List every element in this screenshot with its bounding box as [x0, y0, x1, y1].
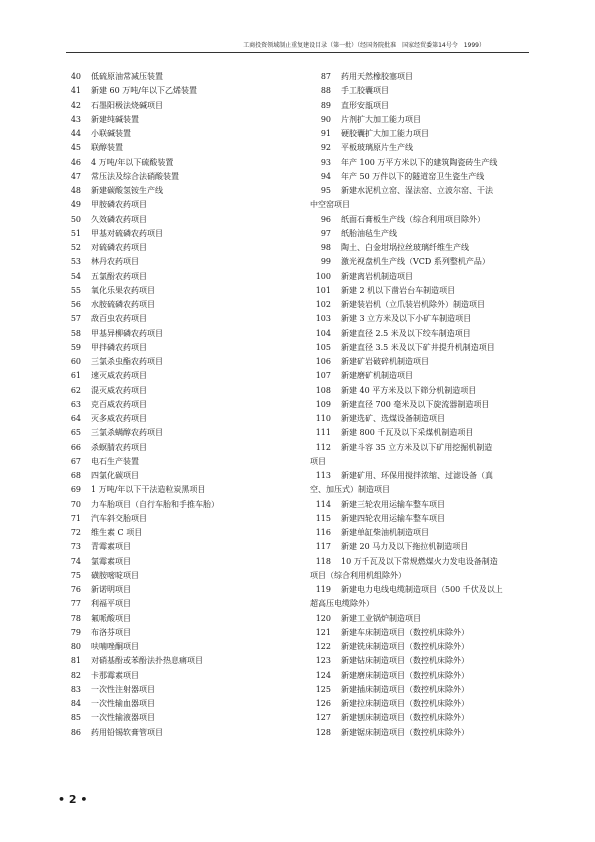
list-item-continuation: 空、加压式）制造项目	[310, 485, 390, 495]
list-item	[62, 355, 290, 369]
item-number: 118	[315, 556, 331, 566]
item-text: 四氯化碳项目	[91, 471, 139, 480]
item-number: 55	[70, 285, 81, 295]
item-number: 59	[70, 342, 81, 352]
item-number: 114	[315, 499, 331, 509]
item-number: 106	[315, 357, 331, 366]
item-text: 五氯酚农药项目	[91, 271, 147, 281]
item-text: 三氯杀螨醇农药项目	[91, 428, 163, 438]
item-number: 69	[70, 485, 81, 495]
item-number: 80	[70, 642, 81, 651]
list-item	[310, 213, 550, 227]
item-text: 力车胎项目（自行车胎和手推车胎）	[91, 499, 219, 509]
item-text: 新建直径 3.5 米及以下矿井提升机制造项目	[341, 342, 495, 352]
list-item	[62, 298, 290, 312]
item-number: 94	[320, 171, 331, 181]
item-text: 新建钻床制造项目（数控机床除外）	[341, 656, 469, 666]
item-number: 102	[315, 300, 331, 309]
item-number: 67	[70, 456, 81, 466]
item-number: 68	[70, 471, 81, 480]
list-item	[62, 683, 290, 697]
item-text: 新建铣床制造项目（数控机床除外）	[341, 642, 469, 651]
list-item	[310, 512, 550, 526]
list-item	[310, 284, 550, 298]
item-number: 82	[70, 670, 81, 680]
list-item	[310, 327, 550, 341]
item-text: 混灭威农药项目	[91, 385, 147, 395]
list-item-continuation: 项目（综合利用机组除外）	[310, 570, 406, 580]
item-text: 激光视盘机生产线（VCD 系列整机产品）	[341, 257, 490, 267]
list-item	[310, 369, 550, 383]
list-item	[62, 227, 290, 241]
item-text: 纸胎油毡生产线	[341, 228, 397, 238]
item-number: 107	[315, 371, 331, 381]
item-number: 90	[320, 114, 331, 124]
item-number: 83	[70, 684, 81, 694]
list-item	[310, 384, 550, 398]
list-item	[62, 512, 290, 526]
list-item	[310, 170, 550, 184]
list-item	[310, 612, 550, 626]
list-item	[310, 156, 550, 170]
item-number: 65	[70, 428, 81, 438]
list-item	[62, 184, 290, 198]
list-item	[62, 327, 290, 341]
item-number: 85	[70, 713, 81, 723]
item-text: 硬胶囊扩大加工能力项目	[341, 129, 429, 138]
item-text: 新建磨矿机制造项目	[341, 371, 413, 381]
item-text: 手工胶囊项目	[341, 86, 389, 96]
item-number: 64	[70, 414, 81, 423]
item-number: 74	[70, 556, 81, 566]
list-item	[310, 241, 550, 255]
item-text: 一次性输血器项目	[91, 699, 155, 708]
item-text: 小联碱装置	[91, 129, 131, 138]
item-text: 新建电力电线电缆制造项目（500 千伏及以上	[341, 585, 503, 594]
item-text: 一次性注射器项目	[91, 684, 155, 694]
item-text: 敌百虫农药项目	[91, 314, 147, 324]
item-text: 克百威农药项目	[91, 399, 147, 409]
item-text: 新建直径 2.5 米及以下绞车制造项目	[341, 328, 471, 338]
item-number: 117	[315, 542, 331, 552]
list-item	[310, 683, 550, 697]
item-number: 113	[315, 471, 331, 480]
item-text: 新建直径 700 毫米及以下旋流器制造项目	[341, 399, 490, 409]
item-number: 60	[70, 357, 81, 366]
item-number: 99	[320, 257, 331, 267]
item-text: 1 万吨/年以下干法造粒炭黑项目	[91, 485, 206, 495]
item-number: 86	[70, 727, 81, 737]
list-item	[310, 99, 550, 113]
list-item	[310, 697, 550, 711]
item-text: 电石生产装置	[91, 456, 139, 466]
list-item	[62, 498, 290, 512]
list-item	[310, 711, 550, 725]
item-number: 56	[70, 300, 81, 309]
item-number: 47	[70, 171, 81, 181]
item-number: 127	[315, 713, 331, 723]
list-item	[310, 312, 550, 326]
item-text: 新诺明项目	[91, 585, 131, 594]
item-text: 磺胺嘧啶项目	[91, 570, 139, 580]
item-number: 98	[320, 243, 331, 252]
item-text: 纸面石膏板生产线（综合利用项目除外）	[341, 214, 485, 224]
item-text: 新建选矿、选煤设备制造项目	[341, 414, 445, 423]
item-text: 对硫磷农药项目	[91, 243, 147, 252]
list-item	[62, 697, 290, 711]
list-item	[310, 441, 550, 455]
list-item	[62, 384, 290, 398]
list-item	[310, 70, 550, 84]
item-number: 46	[70, 157, 81, 167]
item-text: 新建水泥机立窑、湿法窑、立波尔窑、干法	[341, 186, 493, 195]
list-item	[62, 569, 290, 583]
item-text: 杀螟腈农药项目	[91, 442, 147, 452]
list-item	[62, 612, 290, 626]
item-text: 甲基异柳磷农药项目	[91, 328, 163, 338]
item-number: 95	[320, 186, 331, 195]
list-item	[62, 213, 290, 227]
list-item	[310, 341, 550, 355]
list-item	[310, 669, 550, 683]
item-number: 81	[70, 656, 81, 666]
item-number: 54	[70, 271, 81, 281]
list-item	[62, 312, 290, 326]
item-text: 三氯杀虫酯农药项目	[91, 357, 163, 366]
item-number: 53	[70, 257, 81, 267]
item-text: 陶土、白金坩埚拉丝玻璃纤维生产线	[341, 243, 469, 252]
list-item	[62, 540, 290, 554]
list-item	[310, 127, 550, 141]
list-item	[310, 298, 550, 312]
list-item	[62, 669, 290, 683]
list-item	[62, 127, 290, 141]
item-text: 药用天然橡胶塞项目	[341, 72, 413, 81]
item-number: 128	[315, 727, 331, 737]
item-number: 100	[315, 271, 331, 281]
item-text: 新建 40 平方米及以下筛分机制造项目	[341, 385, 477, 395]
item-text: 常压法及综合法硝酸装置	[91, 171, 179, 181]
list-item	[62, 626, 290, 640]
list-item	[62, 412, 290, 426]
item-text: 新建碳酸氢铵生产线	[91, 186, 163, 195]
item-text: 新建 800 千瓦及以下采煤机制造项目	[341, 428, 474, 438]
item-text: 新建车床制造项目（数控机床除外）	[341, 627, 469, 637]
item-number: 43	[70, 114, 81, 124]
item-number: 121	[315, 627, 331, 637]
item-number: 119	[315, 585, 331, 594]
item-text: 新建单缸柴油机制造项目	[341, 528, 429, 537]
item-text: 氟哌酸项目	[91, 613, 131, 623]
item-number: 40	[70, 72, 81, 81]
item-number: 112	[315, 442, 331, 452]
list-item	[310, 498, 550, 512]
list-item	[310, 255, 550, 269]
item-text: 新建斗容 35 立方米及以下矿用挖掘机制造	[341, 442, 493, 452]
list-item	[62, 141, 290, 155]
item-text: 新建矿用、环保用搅拌浓缩、过滤设备（真	[341, 471, 493, 480]
item-number: 62	[70, 385, 81, 395]
list-item	[310, 626, 550, 640]
item-text: 新建 20 马力及以下拖拉机制造项目	[341, 542, 469, 552]
list-item	[62, 455, 290, 469]
list-item	[62, 726, 290, 740]
list-item-continuation: 超高压电缆除外）	[310, 599, 374, 609]
list-item	[62, 113, 290, 127]
item-text: 布洛芬项目	[91, 627, 131, 637]
item-text: 新建 3 立方米及以下小矿车制造项目	[341, 314, 472, 324]
item-number: 57	[70, 314, 81, 324]
item-number: 109	[315, 399, 331, 409]
item-text: 呋喃唑酮项目	[91, 642, 139, 651]
item-number: 51	[70, 228, 81, 238]
item-number: 105	[315, 342, 331, 352]
list-item	[310, 469, 550, 483]
item-text: 利福平项目	[91, 599, 131, 609]
item-text: 林丹农药项目	[91, 257, 139, 267]
list-item	[62, 170, 290, 184]
list-item	[62, 99, 290, 113]
item-number: 101	[315, 285, 331, 295]
item-number: 123	[315, 656, 331, 666]
item-text: 药用铅锡软膏管项目	[91, 727, 163, 737]
item-number: 50	[70, 214, 81, 224]
item-number: 41	[70, 86, 81, 96]
page-number: • 2 •	[58, 793, 88, 806]
item-number: 103	[315, 314, 331, 324]
item-number: 42	[70, 100, 81, 110]
item-number: 61	[70, 371, 81, 381]
item-text: 新建离岩机制造项目	[341, 271, 413, 281]
item-number: 111	[315, 428, 331, 438]
item-text: 直形安瓿项目	[341, 100, 389, 110]
item-text: 新建装岩机（立爪装岩机除外）制造项目	[341, 300, 485, 309]
item-text: 氯霉素项目	[91, 556, 131, 566]
list-item	[310, 412, 550, 426]
list-item	[62, 284, 290, 298]
item-text: 速灭威农药项目	[91, 371, 147, 381]
item-number: 66	[70, 442, 81, 452]
item-number: 45	[70, 143, 81, 153]
item-text: 4 万吨/年以下硫酸装置	[91, 157, 174, 167]
item-text: 新建纯碱装置	[91, 114, 139, 124]
list-item	[62, 70, 290, 84]
item-text: 新建三轮农用运输车整车项目	[341, 499, 445, 509]
item-number: 58	[70, 328, 81, 338]
list-item	[310, 270, 550, 284]
item-number: 44	[70, 129, 81, 138]
item-text: 联醇装置	[91, 143, 123, 153]
item-number: 73	[70, 542, 81, 552]
item-number: 97	[320, 228, 331, 238]
list-item-continuation: 中空窑项目	[310, 200, 350, 210]
list-item	[62, 241, 290, 255]
item-number: 126	[315, 699, 331, 708]
item-number: 122	[315, 642, 331, 651]
item-number: 75	[70, 570, 81, 580]
item-number: 72	[70, 528, 81, 537]
item-number: 76	[70, 585, 81, 594]
item-text: 维生素 C 项目	[91, 528, 143, 537]
item-number: 124	[315, 670, 331, 680]
list-item	[62, 84, 290, 98]
item-text: 甲胺磷农药项目	[91, 200, 147, 210]
item-number: 84	[70, 699, 81, 708]
list-item	[310, 555, 550, 569]
item-number: 110	[315, 414, 331, 423]
list-item	[310, 227, 550, 241]
list-item	[62, 255, 290, 269]
item-text: 汽车斜交胎项目	[91, 513, 147, 523]
item-number: 108	[315, 385, 331, 395]
item-number: 48	[70, 186, 81, 195]
list-item	[310, 355, 550, 369]
item-number: 125	[315, 684, 331, 694]
item-number: 52	[70, 243, 81, 252]
list-item	[62, 469, 290, 483]
item-number: 87	[320, 72, 331, 81]
item-number: 120	[315, 613, 331, 623]
item-text: 石墨阳极法烧碱项目	[91, 100, 163, 110]
item-number: 71	[70, 513, 81, 523]
item-text: 一次性输液器项目	[91, 713, 155, 723]
list-item	[62, 441, 290, 455]
item-text: 新建插床制造项目（数控机床除外）	[341, 684, 469, 694]
item-text: 新建 2 机以下凿岩台车制造项目	[341, 285, 456, 295]
list-item	[62, 583, 290, 597]
item-text: 氧化乐果农药项目	[91, 285, 155, 295]
item-number: 115	[315, 513, 331, 523]
list-item	[310, 398, 550, 412]
list-item	[62, 369, 290, 383]
list-item	[62, 156, 290, 170]
left-column	[62, 70, 290, 740]
item-text: 对硝基酚或苯酚法扑热息痛项目	[91, 656, 203, 666]
list-item	[310, 526, 550, 540]
list-item	[310, 141, 550, 155]
list-item	[62, 555, 290, 569]
list-item	[310, 726, 550, 740]
list-item	[62, 398, 290, 412]
list-item-continuation: 项目	[310, 456, 326, 466]
item-text: 青霉素项目	[91, 542, 131, 552]
list-item	[310, 184, 550, 198]
item-number: 88	[320, 86, 331, 96]
item-text: 新建工业锅炉制造项目	[341, 613, 421, 623]
list-item	[62, 198, 290, 212]
list-item	[310, 640, 550, 654]
list-item	[310, 583, 550, 597]
item-number: 49	[70, 200, 81, 210]
running-header: 工商投资领域制止重复建设目录（第一批）（经国务院批准 国家经贸委第14号令 1999）	[243, 42, 485, 49]
item-text: 新建磨床制造项目（数控机床除外）	[341, 670, 469, 680]
item-text: 新建锯床制造项目（数控机床除外）	[341, 727, 469, 737]
list-item	[62, 711, 290, 725]
item-text: 新建拉床制造项目（数控机床除外）	[341, 699, 469, 708]
item-text: 年产 100 万平方米以下的建筑陶瓷砖生产线	[341, 157, 498, 167]
item-text: 新建刨床制造项目（数控机床除外）	[341, 713, 469, 723]
list-item	[62, 597, 290, 611]
item-number: 77	[70, 599, 81, 609]
item-number: 78	[70, 613, 81, 623]
item-text: 新建 60 万吨/年以下乙烯装置	[91, 86, 197, 96]
list-item	[310, 654, 550, 668]
item-text: 平板玻璃原片生产线	[341, 143, 413, 153]
item-number: 116	[315, 528, 331, 537]
item-text: 新建矿岩破碎机制造项目	[341, 357, 429, 366]
item-text: 灭多威农药项目	[91, 414, 147, 423]
item-number: 79	[70, 627, 81, 637]
item-number: 70	[70, 499, 81, 509]
list-item	[310, 84, 550, 98]
list-item	[62, 270, 290, 284]
item-number: 93	[320, 157, 331, 167]
right-column	[310, 70, 550, 740]
list-item	[62, 426, 290, 440]
item-text: 卡那霉素项目	[91, 670, 139, 680]
list-item	[62, 341, 290, 355]
list-item	[310, 540, 550, 554]
item-number: 91	[320, 129, 331, 138]
item-text: 甲基对硫磷农药项目	[91, 228, 163, 238]
item-text: 低硫原油常减压装置	[91, 72, 163, 81]
list-item	[310, 426, 550, 440]
list-item	[310, 113, 550, 127]
item-number: 104	[315, 328, 331, 338]
item-text: 片剂扩大加工能力项目	[341, 114, 421, 124]
item-text: 水胺硫磷农药项目	[91, 300, 155, 309]
item-text: 10 万千瓦及以下常规燃煤火力发电设备制造	[341, 556, 498, 566]
list-item	[62, 640, 290, 654]
list-item	[62, 654, 290, 668]
list-item	[62, 483, 290, 497]
item-number: 92	[320, 143, 331, 153]
item-text: 新建四轮农用运输车整车项目	[341, 513, 445, 523]
item-number: 96	[320, 214, 331, 224]
list-item	[62, 526, 290, 540]
item-text: 久效磷农药项目	[91, 214, 147, 224]
item-text: 年产 50 万件以下的隧道窑卫生瓷生产线	[341, 171, 485, 181]
item-number: 63	[70, 399, 81, 409]
header-rule	[66, 52, 529, 53]
item-text: 甲拌磷农药项目	[91, 342, 147, 352]
item-number: 89	[320, 100, 331, 110]
